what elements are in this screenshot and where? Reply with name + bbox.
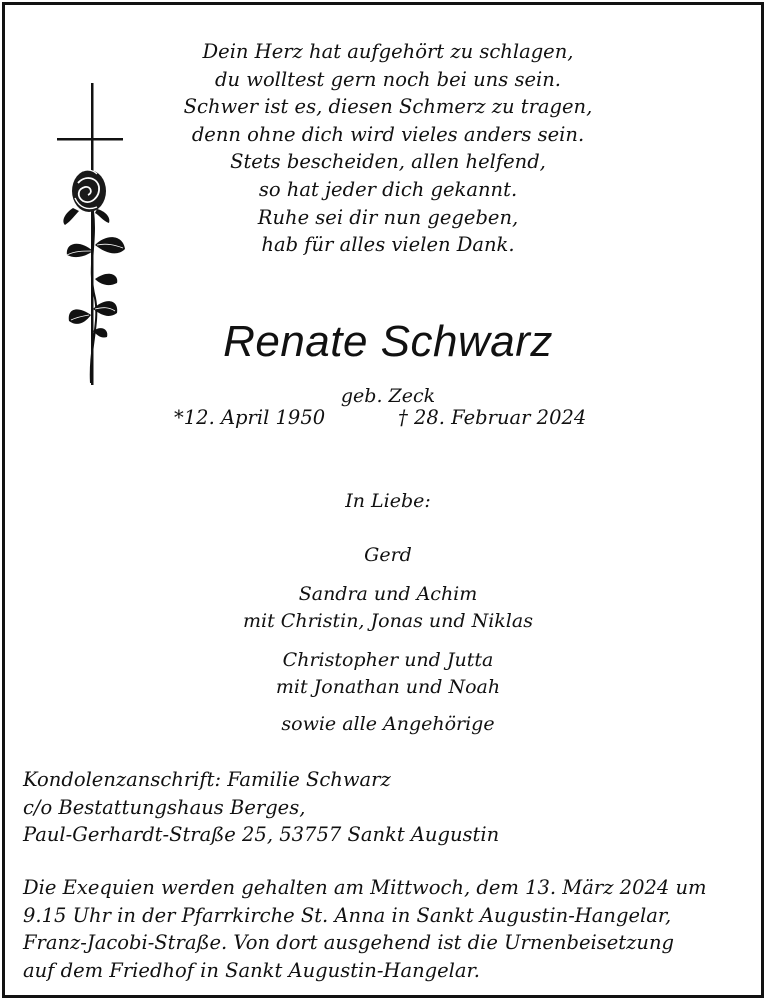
- service-line: Franz-Jacobi-Straße. Von dort ausgehend ist die Urnenbeisetzung: [23, 931, 675, 954]
- condolence-address: [23, 766, 749, 849]
- address-line: c/o Bestattungshaus Berges,: [23, 795, 306, 819]
- mourner-line: mit Jonathan und Noah: [275, 676, 501, 698]
- service-information: [23, 874, 749, 984]
- birth-date: *12. April 1950: [174, 406, 326, 429]
- service-line: Die Exequien werden gehalten am Mittwoch, dem 13. März 2024 um: [23, 876, 707, 899]
- service-line: auf dem Friedhof in Sankt Augustin-Hangelar.: [23, 958, 480, 982]
- service-line: 9.15 Uhr in der Pfarrkirche St. Anna in Sankt Augustin-Hangelar,: [23, 903, 672, 927]
- mourner-family: [5, 647, 761, 701]
- death-date: † 28. Februar 2024: [398, 406, 587, 429]
- address-line: Paul-Gerhardt-Straße 25, 53757 Sankt Augustin: [23, 823, 500, 846]
- deceased-name: Renate Schwarz: [223, 317, 553, 366]
- poem-line: Dein Herz hat aufgehört zu schlagen,: [202, 40, 574, 63]
- mourner-family: [5, 581, 761, 635]
- mourner-line: mit Christin, Jonas und Niklas: [243, 610, 533, 632]
- poem-line: Ruhe sei dir nun gegeben,: [257, 205, 519, 229]
- address-line: Kondolenzanschrift: Familie Schwarz: [23, 768, 391, 791]
- poem-line: du wolltest gern noch bei uns sein.: [215, 67, 561, 91]
- maiden-name: geb. Zeck: [340, 385, 436, 407]
- obituary-notice: [2, 2, 764, 998]
- mourners-intro: In Liebe:: [345, 490, 431, 512]
- mourner-others: sowie alle Angehörige: [281, 713, 495, 735]
- poem-line: hab für alles vielen Dank.: [261, 233, 515, 257]
- poem-line: so hat jeder dich gekannt.: [258, 177, 518, 201]
- mourner-line: Christopher und Jutta: [282, 649, 494, 671]
- poem-line: denn ohne dich wird vieles anders sein.: [191, 122, 585, 146]
- poem-line: Stets bescheiden, allen helfend,: [230, 150, 546, 174]
- mourner-line: Sandra und Achim: [298, 583, 478, 605]
- poem-line: Schwer ist es, diesen Schmerz zu tragen,: [183, 95, 593, 119]
- mourner-spouse: Gerd: [364, 544, 412, 566]
